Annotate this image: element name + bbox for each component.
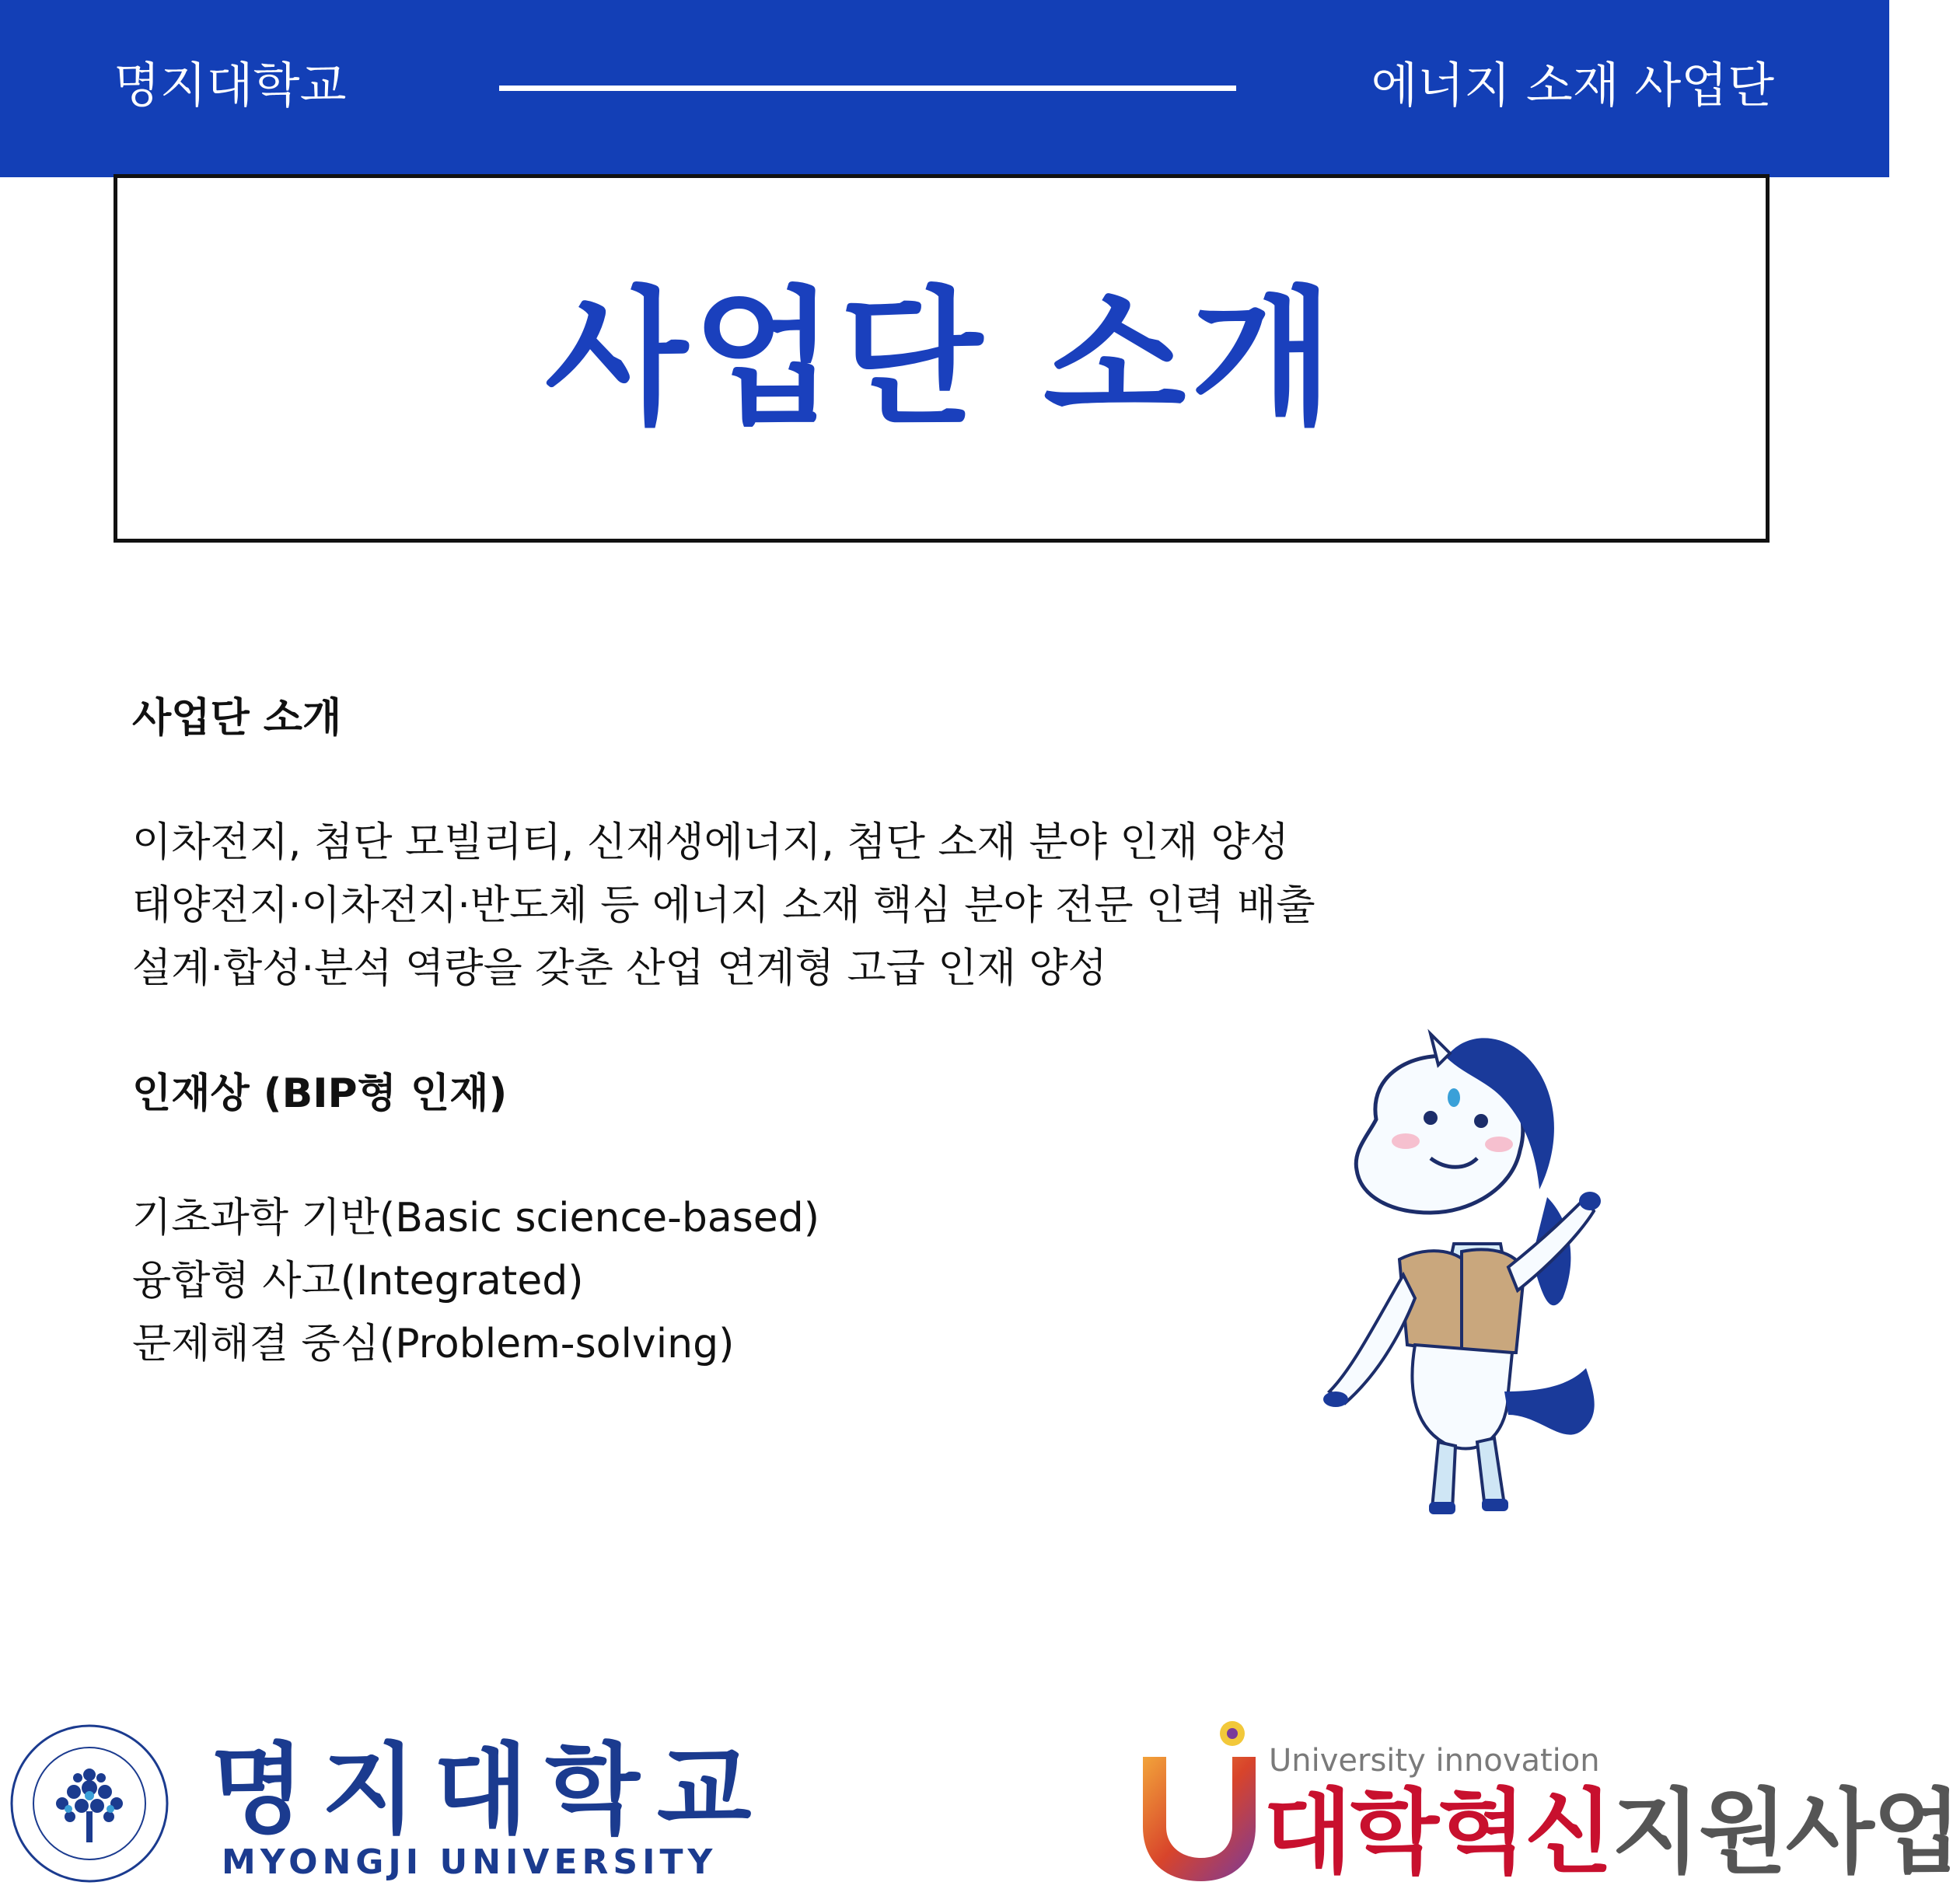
intro-line-3: 설계·합성·분석 역량을 갖춘 산업 연계형 고급 인재 양성	[132, 945, 1107, 992]
myongji-wordmark-korean: 명지대학교	[210, 1733, 769, 1847]
section-heading-intro: 사업단 소개	[132, 695, 342, 742]
intro-line-2: 태양전지·이차전지·반도체 등 에너지 소재 핵심 분야 전문 인력 배출	[132, 882, 1315, 929]
header-university-name: 명지대학교	[114, 57, 347, 113]
header-program-name: 에너지 소재 사업단	[1371, 57, 1774, 113]
horse-mascot-image	[1314, 1026, 1640, 1524]
ui-subtitle: University innovation	[1269, 1743, 1600, 1779]
talent-line-2: 융합형 사고(Integrated)	[132, 1258, 584, 1304]
header-bar	[0, 0, 1889, 177]
section-heading-talent: 인재상 (BIP형 인재)	[132, 1070, 508, 1117]
ui-name-red: 대학혁신	[1263, 1779, 1612, 1886]
title-box	[114, 174, 1770, 543]
content-area	[132, 687, 1376, 1376]
intro-line-1: 이차전지, 첨단 모빌리티, 신재생에너지, 첨단 소재 분야 인재 양성	[132, 819, 1289, 866]
header-divider-line	[499, 86, 1236, 91]
ui-name-gray: 지원사업	[1611, 1779, 1960, 1886]
page-title: 사업단 소개	[545, 273, 1338, 445]
talent-line-3: 문제해결 중심(Problem-solving)	[132, 1321, 735, 1367]
myongji-wordmark-english: MYONGJI UNIVERSITY	[222, 1842, 718, 1882]
talent-line-1: 기초과학 기반(Basic science-based)	[132, 1195, 820, 1241]
ui-program-name	[1263, 1779, 1960, 1886]
